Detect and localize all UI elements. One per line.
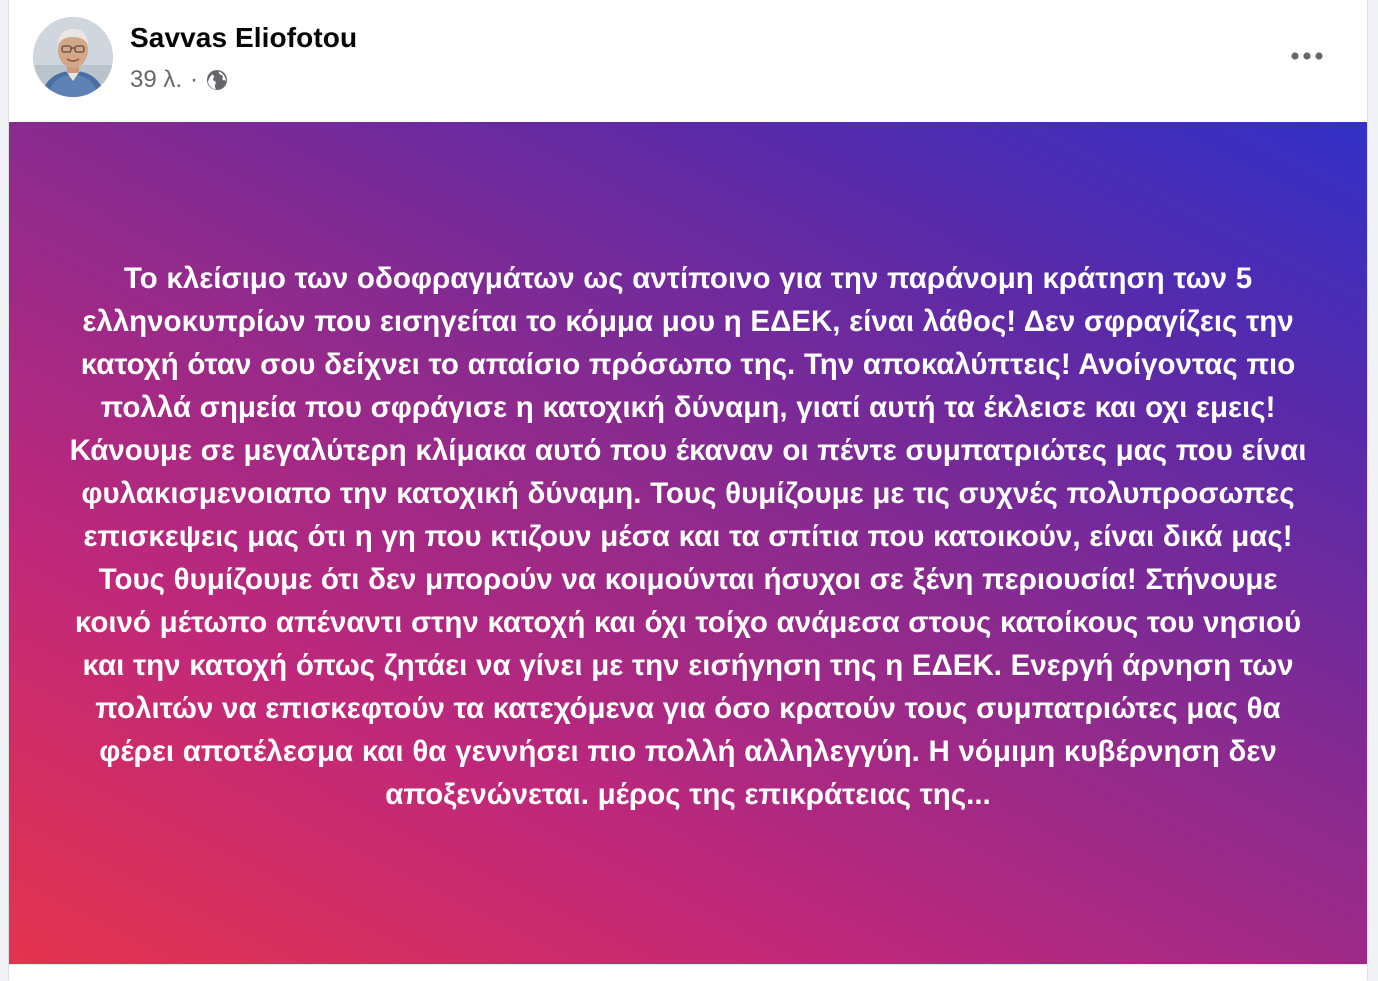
more-options-icon xyxy=(1289,51,1325,61)
post-card xyxy=(8,0,1368,980)
post-meta xyxy=(130,66,229,94)
post-header xyxy=(9,0,1367,122)
globe-icon[interactable] xyxy=(205,68,229,92)
post-timestamp[interactable]: 39 λ. xyxy=(130,66,183,93)
avatar-photo xyxy=(33,17,113,97)
author-name[interactable]: Savvas Eliofotou xyxy=(130,22,358,53)
meta-separator: · xyxy=(190,66,199,93)
avatar[interactable] xyxy=(33,17,113,97)
post-text: Το κλείσιμο των οδοφραγμάτων ως αντίποινο για την παράνομη κράτηση των 5 ελληνοκυπρίων που εισηγείται το κόμμα μου η ΕΔΕΚ, είναι λάθος! Δεν σφραγίζεις την κατοχή όταν σου δείχνει το απαίσιο πρόσωπο της. Την αποκαλύπτεις! Ανοίγοντας πιο πολλά σημεία που σφράγισε η κατοχική δύναμη, γιατί αυτή τα έκλεισε και οχι εμεις! Κάνουμε σε μεγαλύτερη κλίμακα αυτό που έκαναν οι πέντε συμπατριώτες μας που είναι φυλακισμενοιαπο την κατοχική δύναμη. Τους θυμίζουμε με τις συχνές πολυπροσωπες επισκεψεις μας ότι η γη που κτιζουν μέσα και τα σπίτια που κατοικούν, είναι δικά μας!Τους θυμίζουμε ότι δεν μπορούν να κοιμούνται ήσυχοι σε ξένη περιουσία! Στήνουμε κοινό μέτωπο απέναντι στην κατοχή και όχι τοίχο ανάμεσα στους κατοίκους του νησιού και την κατοχή όπως ζητάει να γίνει με την εισήγηση της η ΕΔΕΚ. Ενεργή άρνηση των πολιτών να επισκεφτούν τα κατεχόμενα για όσο κρατούν τους συμπατριώτες μας θα φέρει αποτέλεσμα και θα γεννήσει πιο πολλή αλληλεγγύη. Η νόμιμη κυβέρνηση δεν αποξενώνεται. μέρος της επικράτειας της... xyxy=(69,261,1307,811)
post-background[interactable] xyxy=(9,122,1367,964)
more-options-button[interactable] xyxy=(1285,36,1329,76)
post-footer xyxy=(9,964,1367,981)
